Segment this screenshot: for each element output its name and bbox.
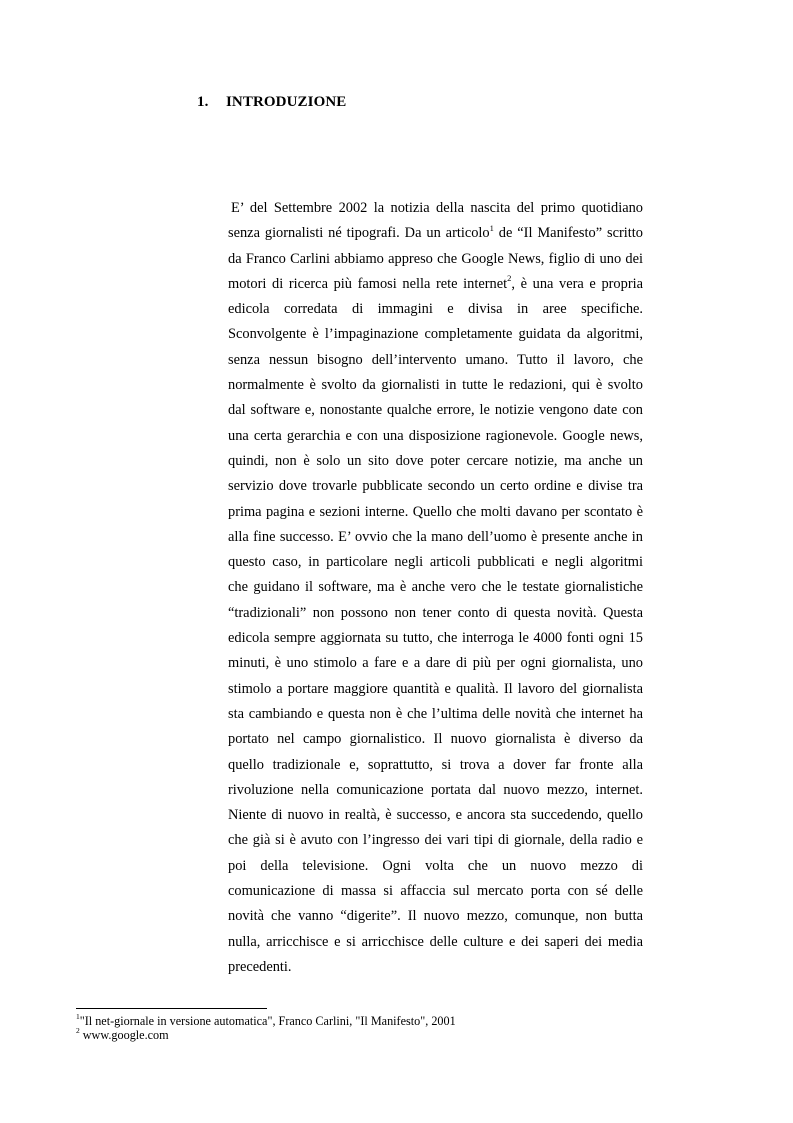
paragraph-line: Niente di nuovo in realtà, è successo, e ancora sta succedendo, quello (228, 807, 643, 824)
body-paragraph (228, 196, 643, 980)
paragraph-line: da Franco Carlini abbiamo appreso che Google News, figlio di uno dei (228, 250, 643, 267)
paragraph-line: alla fine successo. E’ ovvio che la mano dell’uomo è presente anche in (228, 528, 643, 545)
footnote-1 (76, 1011, 456, 1028)
paragraph-line: normalmente è svolto da giornalisti in tutte le redazioni, qui è svolto (228, 377, 643, 394)
paragraph-line: stimolo a portare maggiore quantità e qualità. Il lavoro del giornalista (228, 680, 643, 697)
paragraph-line: edicola corredata di immagini e divisa in aree specifiche. (228, 301, 643, 318)
paragraph-line: minuti, è uno stimolo a fare e a dare di più per ogni giornalista, uno (228, 655, 643, 672)
paragraph-line: che guidano il software, ma è anche vero che le testate giornalistiche (228, 579, 643, 596)
paragraph-line: dal software e, nonostante qualche errore, le notizie vengono date con (228, 402, 643, 419)
footnote-text: www.google.com (82, 1028, 169, 1042)
paragraph-line-text: , è una vera e propria (511, 275, 643, 292)
footnote-reference[interactable]: 1 (489, 222, 494, 233)
footnote-text: "Il net-giornale in versione automatica", Franco Carlini, "Il Manifesto", 2001 (79, 1014, 456, 1028)
chapter-heading (197, 94, 346, 111)
paragraph-line: rivoluzione nella comunicazione portata dal nuovo mezzo, internet. (228, 781, 643, 798)
paragraph-line: comunicazione di massa si affaccia sul mercato porta con sé delle (228, 883, 643, 900)
paragraph-line-text: senza giornalisti né tipografi. Da un articolo (228, 225, 490, 242)
footnote-2 (76, 1025, 456, 1042)
paragraph-line-text: motori di ricerca più famosi nella rete internet (228, 275, 508, 292)
footnote-separator (76, 1008, 267, 1009)
paragraph-line: precedenti. (228, 958, 292, 975)
paragraph-line: “tradizionali” non possono non tener conto di questa novità. Questa (228, 604, 643, 621)
footnote-reference[interactable]: 2 (507, 273, 512, 284)
chapter-title: INTRODUZIONE (226, 94, 347, 110)
paragraph-line: servizio dove trovarle pubblicate secondo un certo ordine e divise tra (228, 478, 643, 495)
paragraph-line: E’ del Settembre 2002 la notizia della nascita del primo quotidiano (231, 200, 643, 216)
paragraph-line: quello tradizionale e, soprattutto, si trova a dover far fronte alla (228, 756, 643, 773)
footnote-mark: 2 (76, 1025, 80, 1035)
paragraph-line (228, 221, 643, 246)
paragraph-line: che già si è avuto con l’ingresso dei vari tipi di giornale, della radio e (228, 832, 643, 849)
paragraph-line: sta cambiando e questa non è che l’ultima delle novità che internet ha (228, 705, 643, 722)
paragraph-line: questo caso, in particolare negli articoli pubblicati e negli algoritmi (228, 554, 643, 571)
paragraph-line: Sconvolgente è l’impaginazione completamente guidata da algoritmi, (228, 326, 643, 343)
paragraph-line: portato nel campo giornalistico. Il nuovo giornalista è diverso da (228, 731, 643, 748)
paragraph-line: prima pagina e sezioni interne. Quello che molti davano per scontato è (228, 503, 643, 520)
paragraph-line: poi della televisione. Ogni volta che un nuovo mezzo di (228, 857, 643, 874)
footnotes (76, 1011, 456, 1042)
paragraph-line: novità che vanno “digerite”. Il nuovo mezzo, comunque, non butta (228, 908, 643, 925)
footnote-mark: 1 (76, 1011, 80, 1021)
paragraph-line: nulla, arricchisce e si arricchisce delle culture e dei saperi dei media (228, 933, 643, 950)
paragraph-line-text: de “Il Manifesto” scritto (493, 225, 643, 242)
paragraph-line: edicola sempre aggiornata su tutto, che interroga le 4000 fonti ogni 15 (228, 630, 643, 647)
chapter-number: 1. (197, 94, 209, 110)
paragraph-line (228, 272, 643, 297)
paragraph-line: senza nessun bisogno dell’intervento umano. Tutto il lavoro, che (228, 351, 643, 368)
paragraph-line: quindi, non è solo un sito dove poter cercare notizie, ma anche un (228, 452, 643, 469)
paragraph-line: una certa gerarchia e con una disposizione ragionevole. Google news, (228, 427, 643, 444)
